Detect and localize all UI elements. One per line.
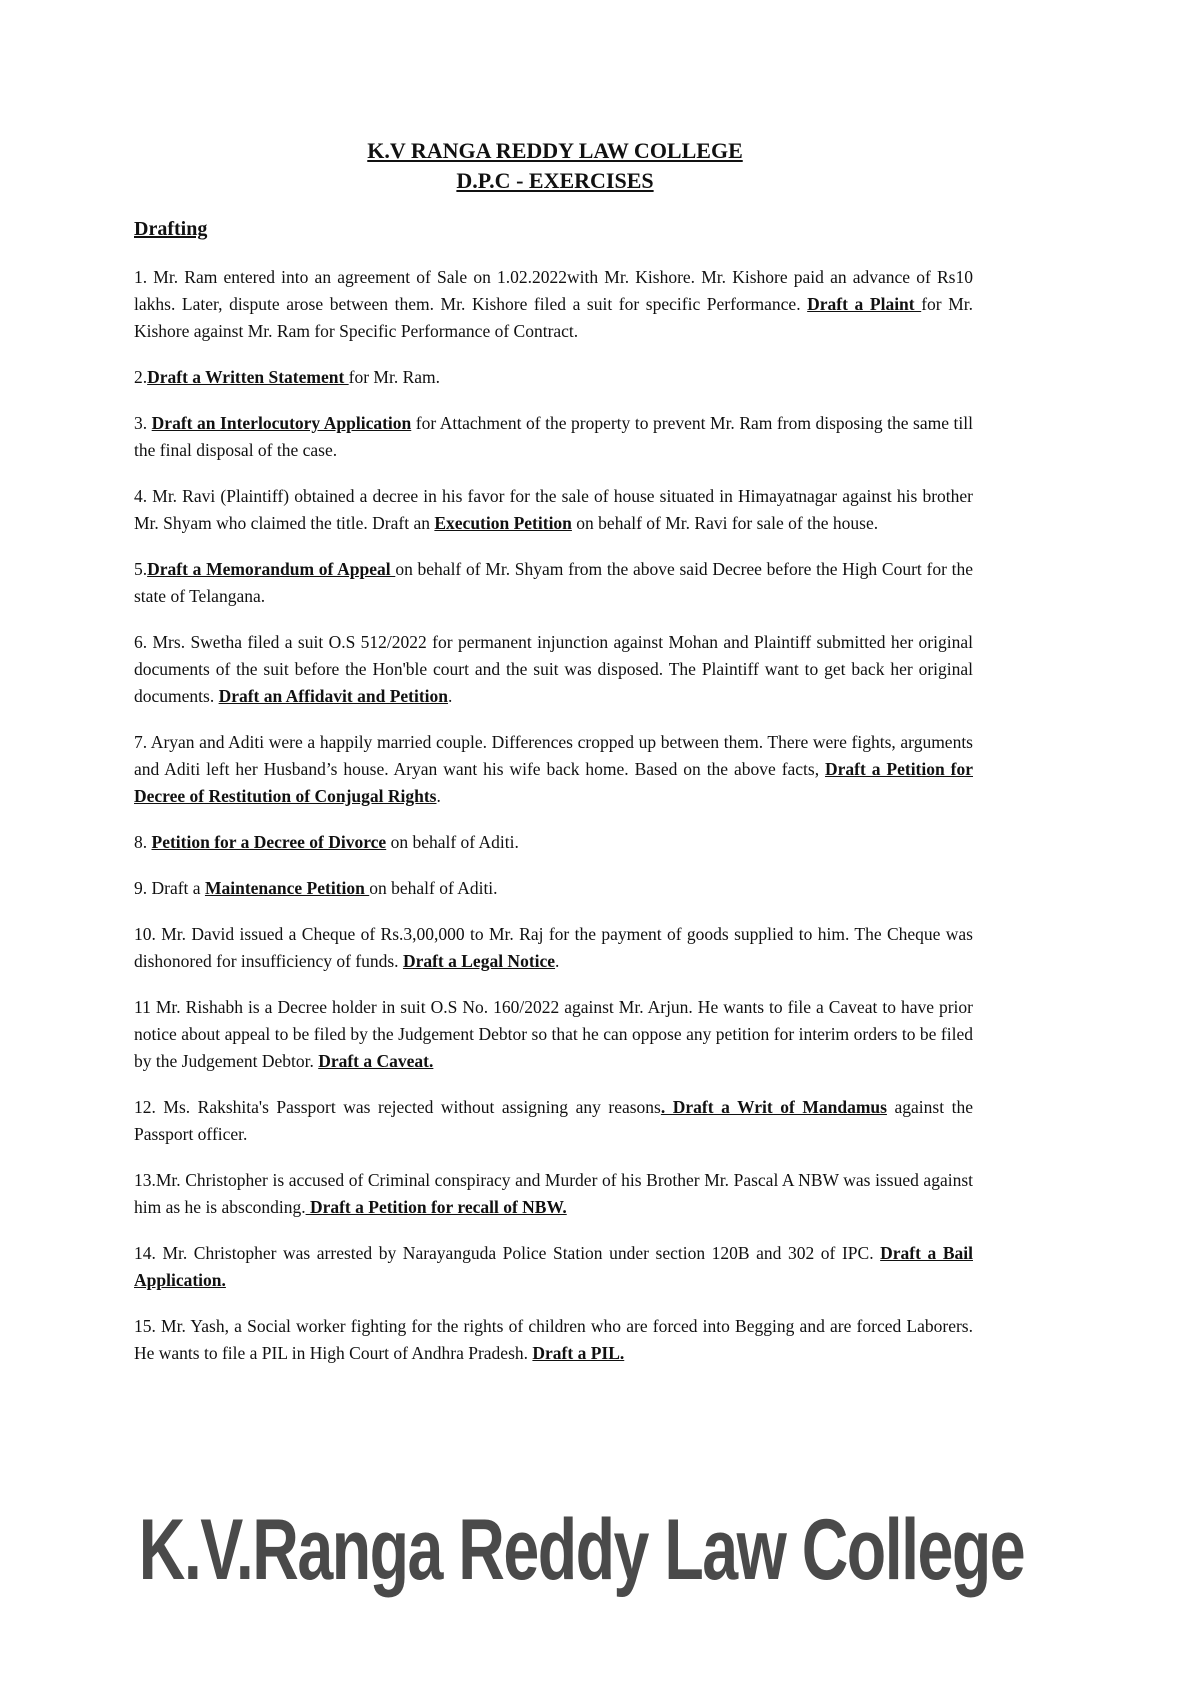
exercise-item xyxy=(134,264,973,345)
exercise-text: for Mr. Kishore against Mr. Ram for Specific Performance of Contract. xyxy=(134,294,973,341)
exercise-text: 13.Mr. Christopher is accused of Criminal conspiracy and Murder of his Brother Mr. Pascal A NBW was issued against him as he is absconding. xyxy=(134,1170,973,1217)
exercise-text: 11 Mr. Rishabh is a Decree holder in suit O.S No. 160/2022 against Mr. Arjun. He wants to file a Caveat to have prior notice about appeal to be filed by the Judgement Debtor so that he can oppose any petition for interim orders to be filed by the Judgement Debtor. xyxy=(134,997,973,1071)
drafting-task-highlight: Petition for a Decree of Divorce xyxy=(151,832,387,852)
exercise-item xyxy=(134,921,973,975)
watermark-text: K.V.Ranga Reddy Law College xyxy=(138,1502,1025,1598)
drafting-task-highlight: Draft an Interlocutory Application xyxy=(151,413,412,433)
exercise-text: 6. Mrs. Swetha filed a suit O.S 512/2022 for permanent injunction against Mohan and Plaintiff submitted her original documents of the suit before the Hon'ble court and the suit was disposed. The Plaintiff want to get back her original documents. xyxy=(134,632,973,706)
exercise-item xyxy=(134,364,973,391)
drafting-task-highlight: Draft a Memorandum of Appeal xyxy=(147,559,396,579)
exercise-item xyxy=(134,994,973,1075)
exercise-text: 9. Draft a xyxy=(134,878,205,898)
drafting-task-highlight: Draft a Legal Notice xyxy=(402,951,556,971)
exercise-item xyxy=(134,829,973,856)
drafting-task-highlight: Draft a Plaint xyxy=(807,294,922,314)
drafting-task-highlight: Draft a PIL. xyxy=(532,1343,625,1363)
section-heading: Drafting xyxy=(134,218,208,240)
drafting-task-highlight: Execution Petition xyxy=(434,513,572,533)
exercise-text: on behalf of Mr. Ravi for sale of the house. xyxy=(571,513,879,533)
exercise-text: 2. xyxy=(134,367,148,387)
exercise-text: . xyxy=(555,951,560,971)
exercise-item xyxy=(134,483,973,537)
exercise-text: 15. Mr. Yash, a Social worker fighting for the rights of children who are forced into Begging and are forced Laborers. He wants to file a PIL in High Court of Andhra Pradesh. xyxy=(134,1316,973,1363)
exercise-item xyxy=(134,1313,973,1367)
exercise-text: 5. xyxy=(134,559,148,579)
drafting-task-highlight: Draft an Affidavit and Petition xyxy=(218,686,449,706)
exercise-item xyxy=(134,1094,973,1148)
exercise-item xyxy=(134,1167,973,1221)
exercise-text: on behalf of Aditi. xyxy=(386,832,519,852)
exercise-text: against the Passport officer. xyxy=(134,1097,973,1144)
drafting-task-highlight: Draft a Caveat. xyxy=(318,1051,434,1071)
exercise-text: 1. Mr. Ram entered into an agreement of Sale on 1.02.2022with Mr. Kishore. Mr. Kishore paid an advance of Rs10 lakhs. Later, dispute arose between them. Mr. Kishore filed a suit for specific Performance. xyxy=(134,267,973,314)
drafting-task-highlight: Draft a Bail Application. xyxy=(134,1243,973,1290)
exercise-text: 10. Mr. David issued a Cheque of Rs.3,00,000 to Mr. Raj for the payment of goods supplied to him. The Cheque was dishonored for insufficiency of funds. xyxy=(134,924,973,971)
document-title: K.V RANGA REDDY LAW COLLEGE xyxy=(367,138,743,163)
exercise-text: . xyxy=(448,686,453,706)
exercise-item xyxy=(134,556,973,610)
exercise-text: 3. xyxy=(134,413,152,433)
drafting-task-highlight: . Draft a Writ of Mandamus xyxy=(660,1097,887,1117)
drafting-task-highlight: Draft a Petition for Decree of Restitution of Conjugal Rights xyxy=(134,759,973,806)
exercise-text: 4. Mr. Ravi (Plaintiff) obtained a decree in his favor for the sale of house situated in Himayatnagar against his brother Mr. Shyam who claimed the title. Draft an xyxy=(134,486,973,533)
exercise-item xyxy=(134,629,973,710)
document-subtitle: D.P.C - EXERCISES xyxy=(456,168,654,193)
exercise-item xyxy=(134,875,973,902)
exercise-text: on behalf of Aditi. xyxy=(369,878,498,898)
drafting-task-highlight: Draft a Written Statement xyxy=(147,367,349,387)
exercise-text: 12. Ms. Rakshita's Passport was rejected without assigning any reasons xyxy=(134,1097,661,1117)
exercise-text: on behalf of Mr. Shyam from the above said Decree before the High Court for the state of Telangana. xyxy=(134,559,973,606)
exercise-item xyxy=(134,729,973,810)
exercise-item xyxy=(134,410,973,464)
exercise-text: for Attachment of the property to prevent Mr. Ram from disposing the same till the final disposal of the case. xyxy=(134,413,974,460)
exercise-list xyxy=(134,264,973,1386)
watermark xyxy=(0,1500,1200,1610)
exercise-text: for Mr. Ram. xyxy=(348,367,441,387)
exercise-text: . xyxy=(436,786,441,806)
exercise-text: 14. Mr. Christopher was arrested by Narayanguda Police Station under section 120B and 302 of IPC. xyxy=(134,1243,881,1263)
exercise-item xyxy=(134,1240,973,1294)
exercise-text: 7. Aryan and Aditi were a happily married couple. Differences cropped up between them. There were fights, arguments and Aditi left her Husband’s house. Aryan want his wife back home. Based on the above facts, xyxy=(134,732,973,779)
drafting-task-highlight: Draft a Petition for recall of NBW. xyxy=(305,1197,567,1217)
drafting-task-highlight: Maintenance Petition xyxy=(204,878,370,898)
exercise-text: 8. xyxy=(134,832,152,852)
